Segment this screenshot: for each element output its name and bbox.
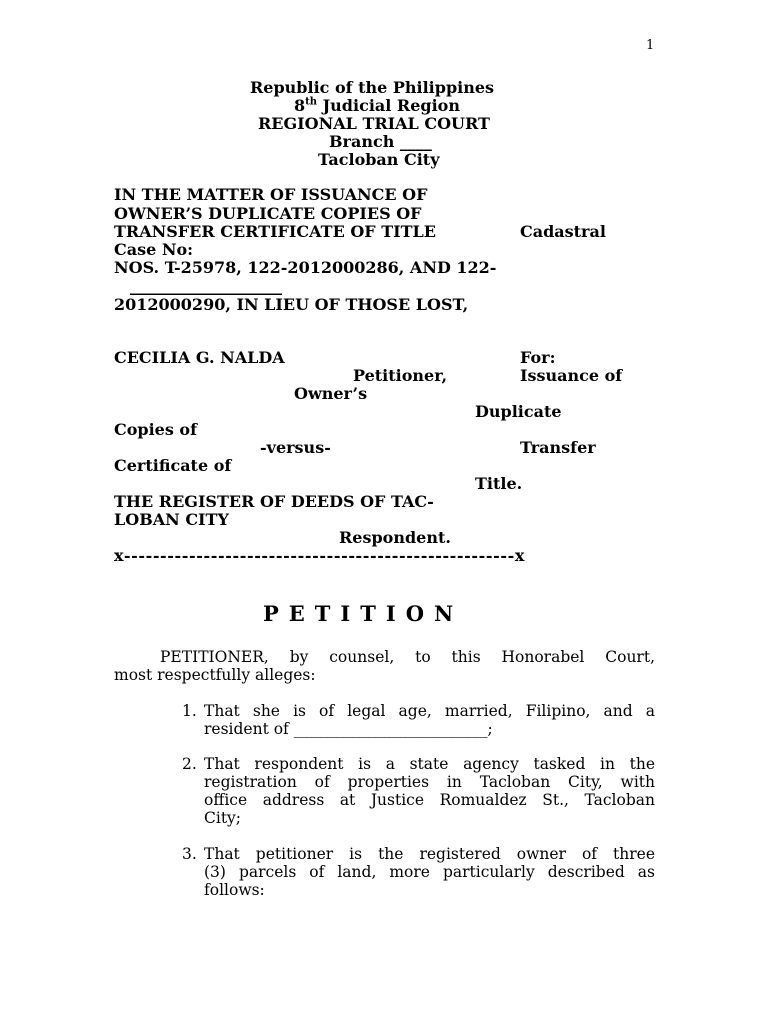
allegation-line: resident of _________________________; — [204, 720, 493, 738]
allegation-number: 1. — [182, 702, 197, 720]
header-city: Tacloban City — [318, 150, 440, 169]
versus-label: -versus- — [260, 438, 331, 457]
respondent-label: Respondent. — [339, 528, 451, 547]
allegation-line: registration of properties in Tacloban City, with — [204, 773, 655, 791]
allegation-line: (3) parcels of land, more particularly described as — [204, 863, 655, 881]
allegation-line: office address at Justice Romualdez St., Tacloban — [204, 791, 655, 809]
allegation-number: 3. — [182, 845, 197, 863]
title-label: Title. — [475, 474, 523, 493]
for-label: For: — [520, 348, 556, 367]
allegation-line: That she is of legal age, married, Filipino, and a — [204, 702, 655, 720]
allegation-line: follows: — [204, 881, 265, 899]
certificate-of-label: Certificate of — [114, 456, 232, 475]
case-no-blank: ___________________ — [130, 276, 282, 295]
petitioner-name: CECILIA G. NALDA — [114, 348, 285, 367]
header-court: REGIONAL TRIAL COURT — [258, 114, 490, 133]
tct-numbers-line-1: NOS. T-25978, 122-2012000286, AND 122- — [114, 258, 497, 277]
respondent-name-line-1: THE REGISTER OF DEEDS OF TAC- — [114, 492, 434, 511]
page-number: 1 — [646, 38, 655, 53]
transfer-label: Transfer — [520, 438, 596, 457]
header-branch: Branch ____ — [329, 132, 432, 151]
header-judicial-region: 8th Judicial Region — [294, 96, 460, 115]
respondent-name-line-2: LOBAN CITY — [114, 510, 229, 529]
allegation-number: 2. — [182, 755, 197, 773]
copies-of-label: Copies of — [114, 420, 197, 439]
allegation-line: That respondent is a state agency tasked in the — [204, 755, 655, 773]
caption-separator: x------------------------------------------------------x — [114, 546, 525, 565]
matter-line-3: TRANSFER CERTIFICATE OF TITLE — [114, 222, 436, 241]
issuance-label: Issuance of — [520, 366, 623, 385]
allegation-line: City; — [204, 809, 242, 827]
allegation-line: That petitioner is the registered owner of three — [204, 845, 655, 863]
duplicate-label: Duplicate — [475, 402, 562, 421]
cadastral-label: Cadastral — [520, 222, 606, 241]
petitioner-label: Petitioner, — [353, 366, 448, 385]
intro-line-2: most respectfully alleges: — [114, 666, 316, 684]
header-republic: Republic of the Philippines — [250, 78, 495, 97]
matter-line-1: IN THE MATTER OF ISSUANCE OF — [114, 185, 428, 204]
case-no-label: Case No: — [114, 240, 194, 259]
document-title: PETITION — [263, 601, 464, 626]
owners-label: Owner’s — [294, 384, 368, 403]
intro-line-1: PETITIONER, by counsel, to this Honorabel Court, — [160, 648, 655, 666]
tct-numbers-line-2: 2012000290, IN LIEU OF THOSE LOST, — [114, 295, 469, 314]
matter-line-2: OWNER’S DUPLICATE COPIES OF — [114, 204, 422, 223]
